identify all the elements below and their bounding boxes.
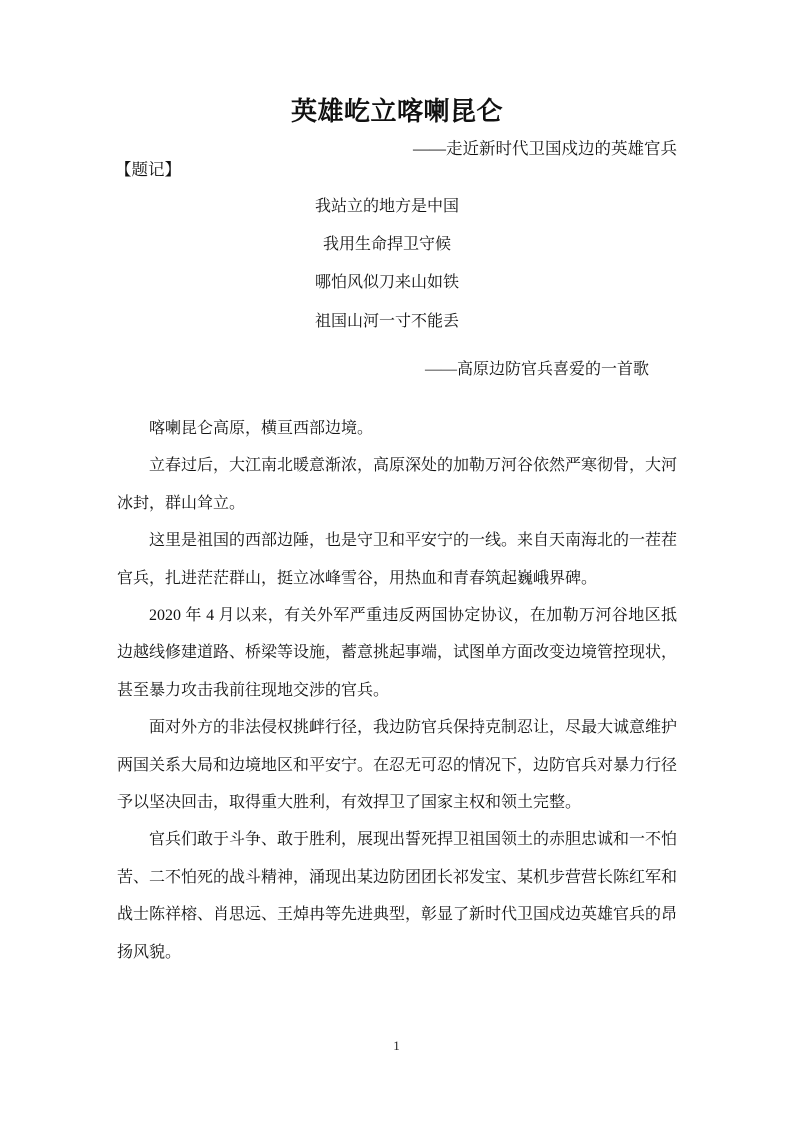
body-paragraph: 面对外方的非法侵权挑衅行径，我边防官兵保持克制忍让，尽最大诚意维护两国关系大局和边境地区和平安宁。在忍无可忍的情况下，边防官兵对暴力行径予以坚决回击，取得重大胜利，有效捍卫了国家主权和领土完整。 — [117, 719, 678, 812]
body-paragraph: 喀喇昆仑高原，横亘西部边境。 — [149, 420, 374, 437]
poem-attribution: ——高原边防官兵喜爱的一首歌 — [424, 361, 649, 378]
body-paragraph: 立春过后，大江南北暖意渐浓，高原深处的加勒万河谷依然严寒彻骨，大河冰封，群山耸立。 — [117, 457, 678, 512]
epigraph-poem — [107, 188, 667, 341]
document-title: 英雄屹立喀喇昆仑 — [290, 97, 503, 126]
body-paragraph: 2020 年 4 月以来，有关外军严重违反两国协定协议，在加勒万河谷地区抵边越线修建道路、桥梁等设施，蓄意挑起事端，试图单方面改变边境管控现状，甚至暴力攻击我前往现地交涉的官兵。 — [117, 607, 678, 699]
document-body — [117, 410, 677, 971]
body-paragraph: 这里是祖国的西部边陲，也是守卫和平安宁的一线。来自天南海北的一茬茬官兵，扎进茫茫群山，挺立冰峰雪谷，用热血和青春筑起巍峨界碑。 — [117, 532, 678, 587]
body-paragraph: 官兵们敢于斗争、敢于胜利，展现出誓死捍卫祖国领土的赤胆忠诚和一不怕苦、二不怕死的战斗精神，涌现出某边防团团长祁发宝、某机步营营长陈红军和战士陈祥榕、肖思远、王焯冉等先进典型，彰显了新时代卫国戍边英雄官兵的昂扬风貌。 — [117, 831, 678, 961]
epigraph-label: 【题记】 — [115, 160, 181, 179]
document-subtitle: ——走近新时代卫国戍边的英雄官兵 — [413, 139, 677, 158]
page-number: 1 — [393, 1038, 400, 1053]
poem-line: 祖国山河一寸不能丢 — [314, 312, 459, 330]
poem-line: 我用生命捍卫守候 — [322, 236, 451, 254]
poem-line: 哪怕风似刀来山如铁 — [314, 274, 459, 292]
poem-line: 我站立的地方是中国 — [314, 198, 459, 215]
